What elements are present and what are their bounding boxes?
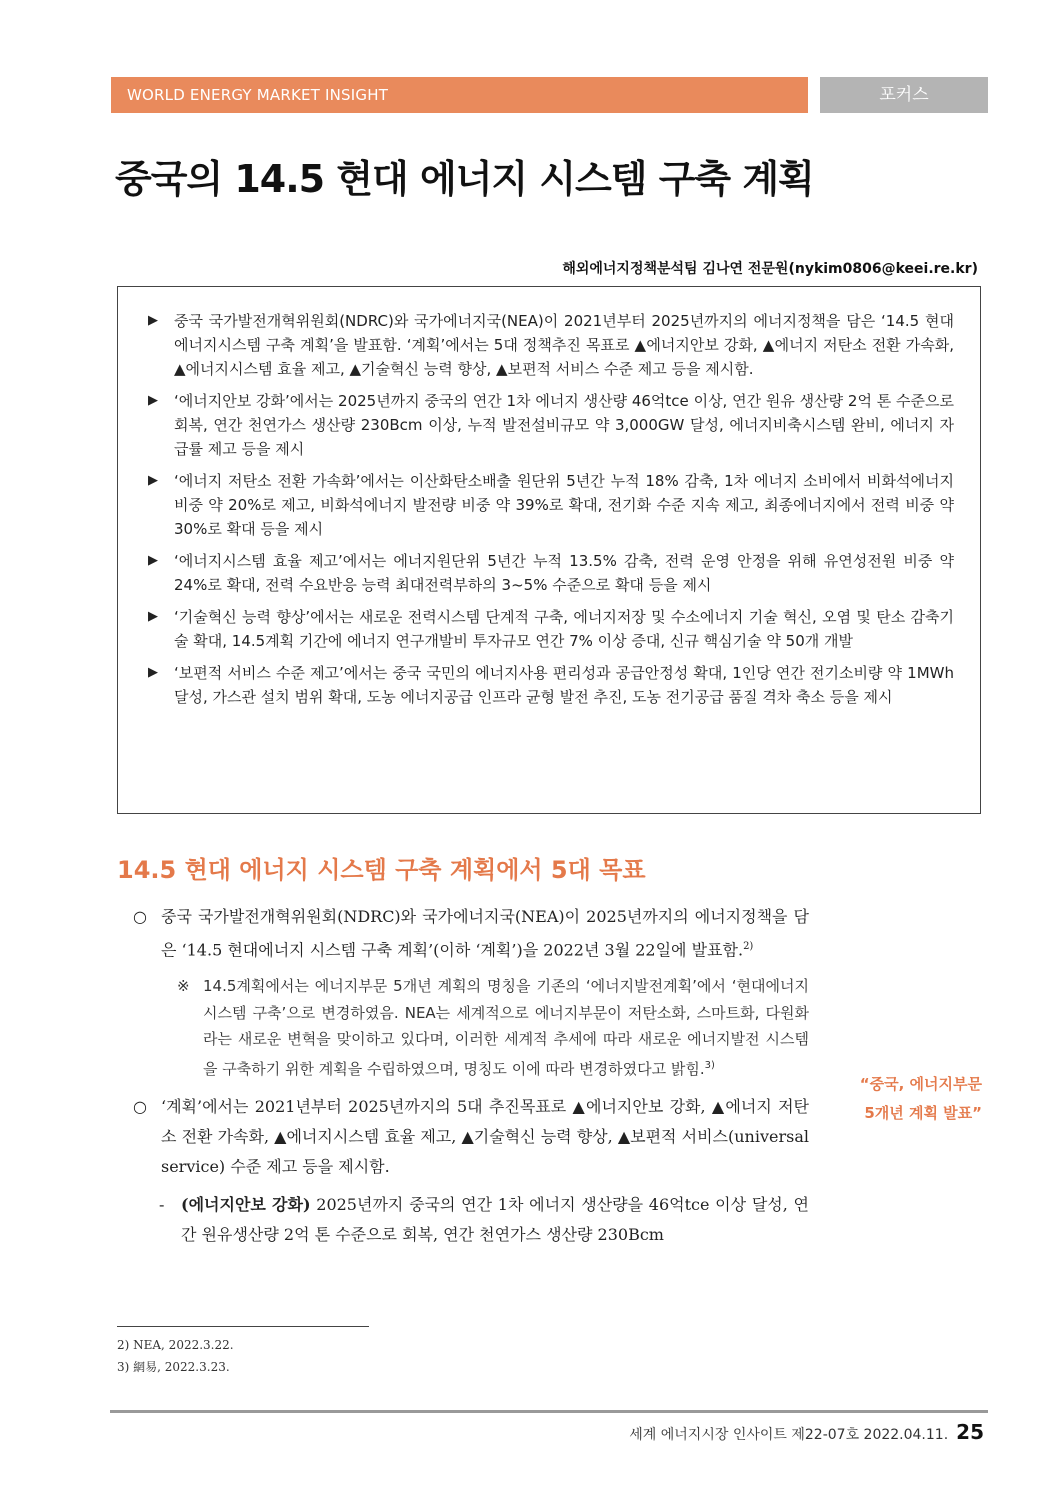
- header-category-tab: 포커스: [820, 77, 988, 113]
- note-text: 14.5계획에서는 에너지부문 5개년 계획의 명칭을 기존의 ‘에너지발전계획’에서 ‘현대에너지시스템 구축’으로 변경하였음. NEA는 세계적으로 에너지부문이 저탄소화, 스마트화, 다원화라는 새로운 변혁을 맞이하고 있다며, 이러한 세계적 추세에 따라 새로운 에너지발전 시스템을 구축하기 위한 계획을 수립하였으며, 명칭도 이에 따라 변경하였다고 밝힘.: [203, 977, 809, 1078]
- dash-bullet-icon: -: [159, 1195, 165, 1215]
- triangle-right-icon: ▶: [148, 609, 158, 624]
- body-text: [133, 902, 809, 1250]
- footnote-divider: [117, 1326, 369, 1327]
- dash-item-text: 2025년까지 중국의 연간 1차 에너지 생산량을 46억tce 이상 달성, 연간 원유생산량 2억 톤 수준으로 회복, 연간 천연가스 생산량 230Bcm: [181, 1195, 809, 1245]
- publication-info: 세계 에너지시장 인사이트 제22-07호 2022.04.11.: [629, 1427, 949, 1443]
- pull-quote: [840, 1070, 982, 1128]
- summary-item: ▶ ‘에너지시스템 효율 제고’에서는 에너지원단위 5년간 누적 13.5% 감축, 전력 운영 안정을 위해 유연성전원 비중 약 24%로 확대, 전력 수요반응 능력 최대전력부하의 3~5% 수준으로 확대 등을 제시: [148, 549, 954, 597]
- triangle-right-icon: ▶: [148, 313, 158, 328]
- paragraph-text: ‘계획’에서는 2021년부터 2025년까지의 5대 추진목표로 ▲에너지안보 강화, ▲에너지 저탄소 전환 가속화, ▲에너지시스템 효율 제고, ▲기술혁신 능력 향상, ▲보편적 서비스(universal service) 수준 제고 등을 제시함.: [161, 1097, 809, 1177]
- footnote-ref: 3): [704, 1059, 715, 1071]
- pull-quote-line: 5개년 계획 발표”: [864, 1104, 982, 1122]
- header-series-bar: WORLD ENERGY MARKET INSIGHT: [111, 77, 808, 113]
- summary-item: ▶ ‘에너지 저탄소 전환 가속화’에서는 이산화탄소배출 원단위 5년간 누적 18% 감축, 1차 에너지 소비에서 비화석에너지 비중 약 20%로 제고, 비화석에너지 발전량 비중 약 39%로 확대, 전기화 수준 지속 제고, 최종에너지에서 전력 비중 약 30%로 확대 등을 제시: [148, 469, 954, 541]
- footnote: 3) 網易, 2022.3.23.: [117, 1360, 230, 1374]
- circle-bullet-icon: ○: [133, 1097, 147, 1117]
- triangle-right-icon: ▶: [148, 393, 158, 408]
- summary-item: ▶ ‘보편적 서비스 수준 제고’에서는 중국 국민의 에너지사용 편리성과 공급안정성 확대, 1인당 연간 전기소비량 약 1MWh 달성, 가스관 설치 범위 확대, 도농 에너지공급 인프라 균형 발전 추진, 도농 전기공급 품질 격차 축소 등을 제시: [148, 661, 954, 709]
- page-title: 중국의 14.5 현대 에너지 시스템 구축 계획: [115, 157, 814, 201]
- footnote: 2) NEA, 2022.3.22.: [117, 1338, 234, 1352]
- page-footer: [629, 1420, 984, 1444]
- triangle-right-icon: ▶: [148, 665, 158, 680]
- body-paragraph: [133, 1092, 809, 1182]
- footnote-ref: 2): [743, 941, 754, 952]
- footer-divider: [110, 1410, 988, 1413]
- page-number: 25: [956, 1420, 984, 1444]
- reference-mark-icon: ※: [177, 977, 190, 996]
- summary-item: ▶ 중국 국가발전개혁위원회(NDRC)와 국가에너지국(NEA)이 2021년부터 2025년까지의 에너지정책을 담은 ‘14.5 현대에너지시스템 구축 계획’을 발표함. ‘계획’에서는 5대 정책추진 목표로 ▲에너지안보 강화, ▲에너지 저탄소 전환 가속화, ▲에너지시스템 효율 제고, ▲기술혁신 능력 향상, ▲보편적 서비스 수준 제고 등을 제시함.: [148, 309, 954, 381]
- summary-box: [117, 286, 981, 814]
- triangle-right-icon: ▶: [148, 473, 158, 488]
- dash-item-heading: (에너지안보 강화): [181, 1195, 311, 1215]
- note-paragraph: [133, 973, 809, 1082]
- dash-item: [133, 1190, 809, 1250]
- author-line: 해외에너지정책분석팀 김나연 전문원(nykim0806@keei.re.kr): [562, 261, 978, 277]
- paragraph-text: 중국 국가발전개혁위원회(NDRC)와 국가에너지국(NEA)이 2025년까지의 에너지정책을 담은 ‘14.5 현대에너지 시스템 구축 계획’(이하 ‘계획’)을 2022년 3월 22일에 발표함.: [161, 907, 809, 960]
- triangle-right-icon: ▶: [148, 553, 158, 568]
- section-heading: 14.5 현대 에너지 시스템 구축 계획에서 5대 목표: [117, 856, 646, 884]
- body-paragraph: [133, 902, 809, 965]
- summary-item: ▶ ‘기술혁신 능력 향상’에서는 새로운 전력시스템 단계적 구축, 에너지저장 및 수소에너지 기술 혁신, 오염 및 탄소 감축기술 확대, 14.5계획 기간에 에너지 연구개발비 투자규모 연간 7% 이상 증대, 신규 핵심기술 약 50개 개발: [148, 605, 954, 653]
- circle-bullet-icon: ○: [133, 907, 147, 926]
- summary-item: ▶ ‘에너지안보 강화’에서는 2025년까지 중국의 연간 1차 에너지 생산량 46억tce 이상, 연간 원유 생산량 2억 톤 수준으로 회복, 연간 천연가스 생산량 230Bcm 이상, 누적 발전설비규모 약 3,000GW 달성, 에너지비축시스템 완비, 에너지 자급률 제고 등을 제시: [148, 389, 954, 461]
- pull-quote-line: “중국, 에너지부문: [859, 1075, 982, 1093]
